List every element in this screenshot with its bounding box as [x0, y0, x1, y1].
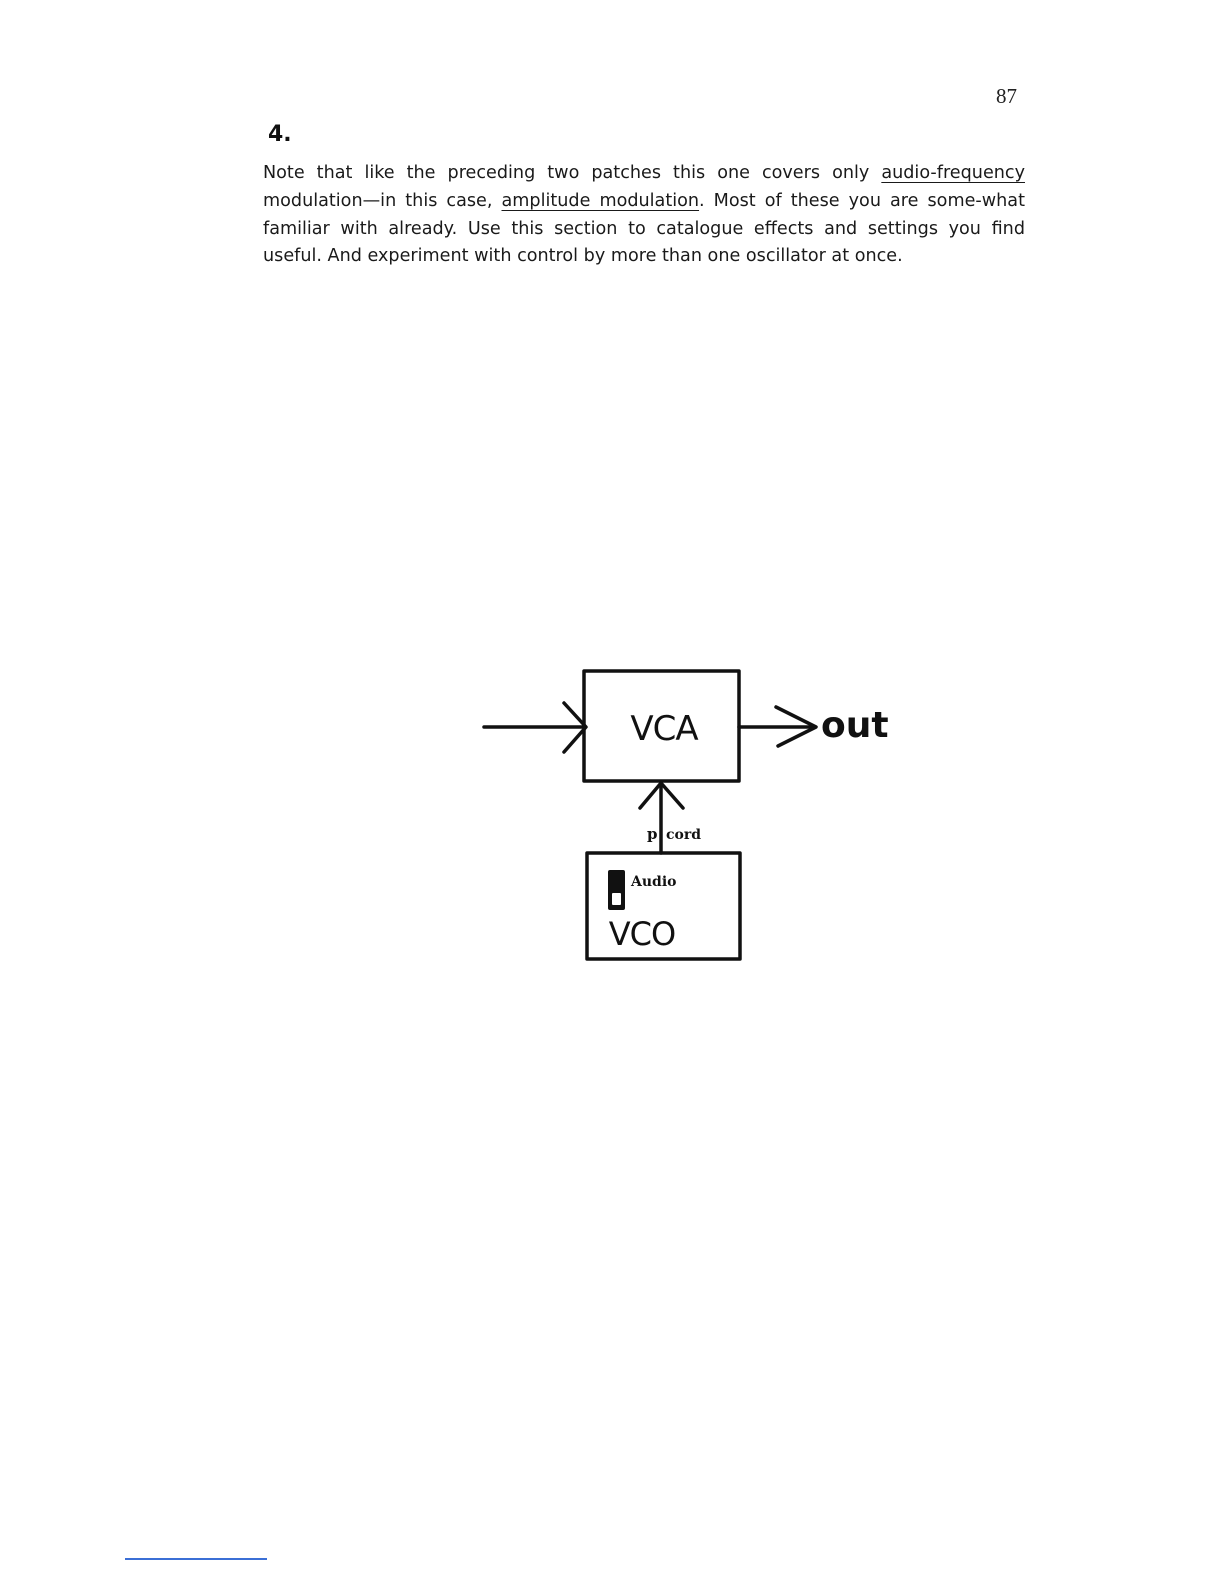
- paragraph-text-1: Note that like the preceding two patches this one covers only: [263, 163, 882, 183]
- out-label: out: [821, 705, 889, 746]
- audio-switch-icon: [608, 870, 625, 910]
- page-number: 87: [996, 84, 1017, 108]
- audio-switch-label: Audio: [631, 874, 677, 890]
- paragraph-text-3: . Most of these you are some-what familiar with already. Use this section to catalogue effects and settings you find useful. And experiment with control by more than one oscillator at once.: [263, 190, 1025, 267]
- vca-label: VCA: [630, 709, 698, 749]
- cord-label-prefix: p: [647, 825, 658, 843]
- section-number: 4.: [268, 122, 292, 147]
- paragraph-text-2: modulation—in this case,: [263, 190, 502, 211]
- underlined-term-amplitude-modulation: amplitude modulation: [501, 190, 700, 211]
- footnote-rule: [125, 1558, 267, 1560]
- underlined-term-audio-frequency: audio-frequency: [881, 163, 1025, 183]
- cord-label: cord: [666, 827, 702, 843]
- vco-label: VCO: [608, 915, 676, 953]
